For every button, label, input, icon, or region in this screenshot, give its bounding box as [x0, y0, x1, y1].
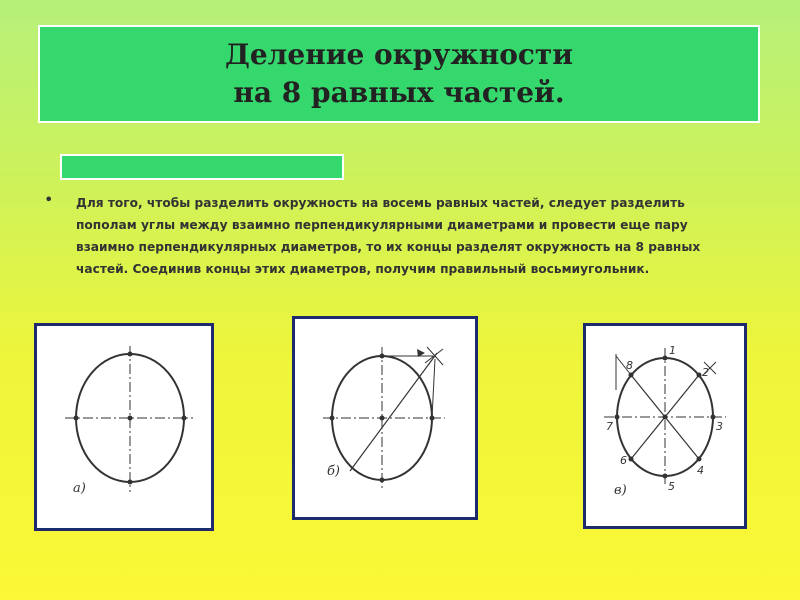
point-left-b	[330, 416, 335, 421]
point-bottom-a	[128, 480, 133, 485]
point-center-b	[380, 416, 385, 421]
point-label-6: 6	[620, 454, 627, 467]
point-8	[629, 373, 634, 378]
title-banner	[38, 25, 760, 123]
point-label-4: 4	[697, 464, 704, 477]
body-paragraph: Для того, чтобы разделить окружность на восемь равных частей, следует разделить пополам углы между взаимно перпендикулярными диаметрами и провести еще пару взаимно перпендикулярных диаметров, то их концы разделят окружность на 8 равных частей. Соединив концы этих диаметров, получим правильный восьмиугольник.	[76, 196, 701, 276]
title-line-2: на 8 равных частей.	[233, 76, 565, 109]
point-7	[615, 415, 620, 420]
point-6	[629, 457, 634, 462]
figure-c	[583, 323, 747, 529]
point-label-3: 3	[716, 420, 723, 433]
point-right-a	[182, 416, 187, 421]
figure-a-label: а)	[73, 481, 86, 496]
point-label-8: 8	[626, 359, 633, 372]
subtitle-bar	[60, 154, 344, 180]
title-line-1: Деление окружности	[224, 38, 574, 71]
figure-c-label: в)	[614, 483, 627, 498]
point-label-5: 5	[668, 480, 675, 493]
figure-b-drawing	[295, 319, 475, 517]
point-3	[711, 415, 716, 420]
point-5	[663, 474, 668, 479]
bullet-marker: •	[44, 190, 54, 209]
point-label-2: 2	[702, 366, 709, 379]
point-left-a	[74, 416, 79, 421]
figure-a	[34, 323, 214, 531]
figure-a-drawing	[37, 326, 211, 528]
arc-construction-right	[432, 359, 435, 418]
point-label-7: 7	[606, 420, 613, 433]
point-center-a	[128, 416, 133, 421]
point-label-1: 1	[669, 344, 676, 357]
point-top-b	[380, 354, 385, 359]
figure-b-label: б)	[327, 464, 341, 479]
point-top-a	[128, 352, 133, 357]
point-4	[697, 457, 702, 462]
point-bottom-b	[380, 478, 385, 483]
point-1	[663, 356, 668, 361]
figure-c-drawing	[586, 326, 744, 526]
point-center-c	[663, 415, 668, 420]
point-2	[697, 373, 702, 378]
point-right-b	[430, 416, 435, 421]
figure-b	[292, 316, 478, 520]
